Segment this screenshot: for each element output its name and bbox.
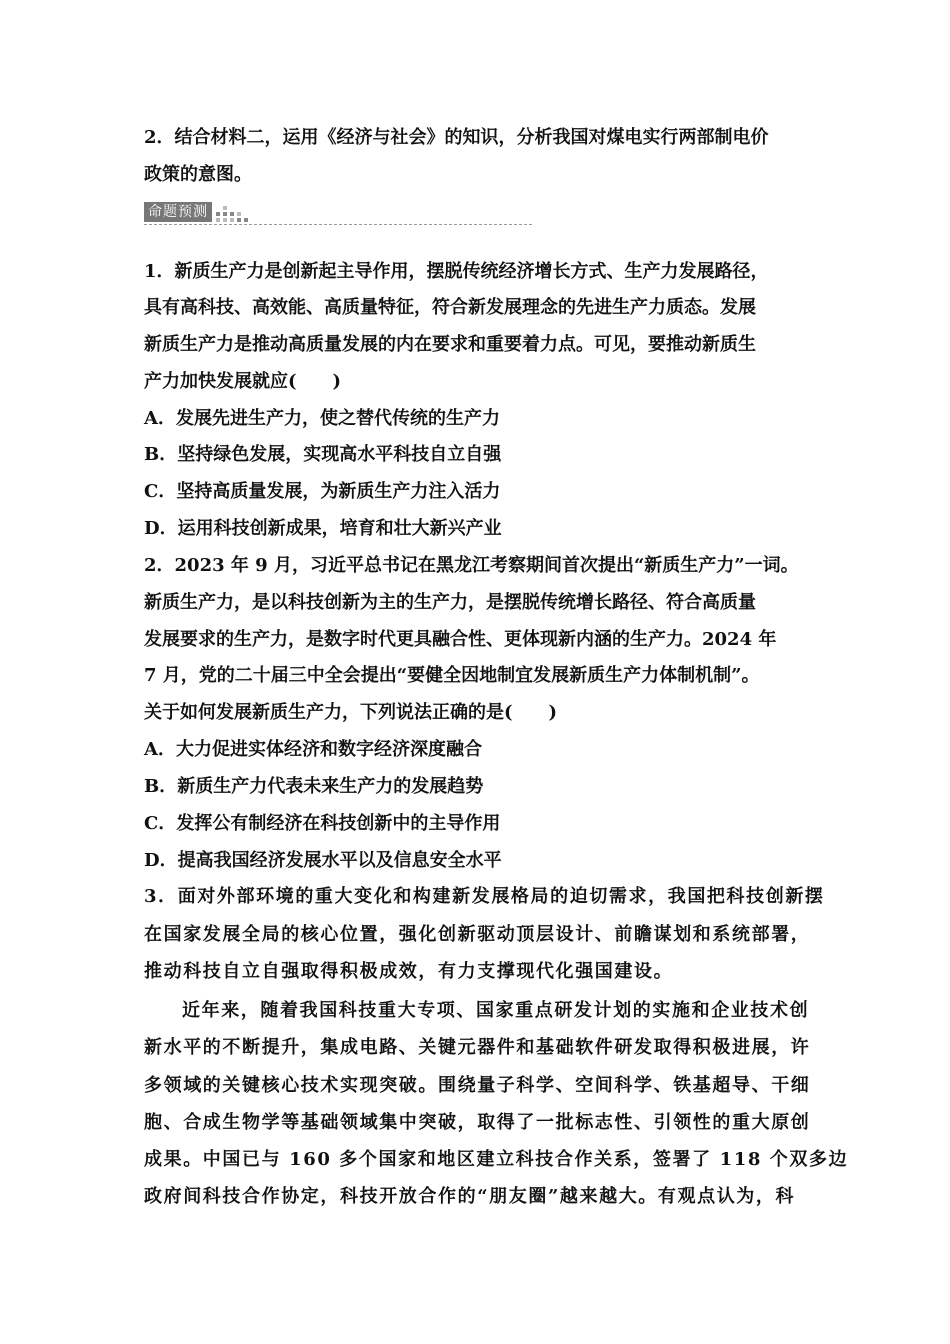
q2-stem-line: 关于如何发展新质生产力，下列说法正确的是( ): [144, 702, 558, 723]
q3-paragraph-line: 多领域的关键核心技术实现突破。围绕量子科学、空间科学、铁基超导、干细: [144, 1075, 811, 1096]
q3-paragraph-line: 近年来，随着我国科技重大专项、国家重点研发计划的实施和企业技术创: [182, 1000, 810, 1021]
q1-stem-line: 产力加快发展就应( ): [144, 371, 342, 392]
question-text-line: 2．结合材料二，运用《经济与社会》的知识，分析我国对煤电实行两部制电价: [144, 127, 769, 148]
section-divider: [144, 224, 532, 225]
q1-option-b: B．坚持绿色发展，实现高水平科技自立自强: [144, 444, 502, 465]
decorative-pattern-icon: [216, 202, 251, 222]
q3-stem-line: 在国家发展全局的核心位置，强化创新驱动顶层设计、前瞻谋划和系统部署，: [144, 924, 811, 945]
q1-option-a: A．发展先进生产力，使之替代传统的生产力: [144, 408, 500, 429]
section-header: [144, 202, 251, 222]
q2-option-d: D．提高我国经济发展水平以及信息安全水平: [144, 850, 502, 871]
q1-stem-line: 新质生产力是推动高质量发展的内在要求和重要着力点。可见，要推动新质生: [144, 334, 756, 355]
q3-paragraph-line: 新水平的不断提升，集成电路、关键元器件和基础软件研发取得积极进展，许: [144, 1037, 811, 1058]
q3-stem-line: 3．面对外部环境的重大变化和构建新发展格局的迫切需求，我国把科技创新摆: [144, 886, 825, 907]
question-text-line: 政策的意图。: [144, 164, 252, 185]
q2-option-b: B．新质生产力代表未来生产力的发展趋势: [144, 776, 484, 797]
q1-option-d: D．运用科技创新成果，培育和壮大新兴产业: [144, 518, 502, 539]
q2-stem-line: 7 月，党的二十届三中全会提出“要健全因地制宜发展新质生产力体制机制”。: [144, 665, 760, 686]
q2-stem-line: 2．2023 年 9 月，习近平总书记在黑龙江考察期间首次提出“新质生产力”一词。: [144, 555, 799, 576]
q2-option-c: C．发挥公有制经济在科技创新中的主导作用: [144, 813, 501, 834]
q3-stem-line: 推动科技自立自强取得积极成效，有力支撑现代化强国建设。: [144, 961, 674, 982]
q2-stem-line: 新质生产力，是以科技创新为主的生产力，是摆脱传统增长路径、符合高质量: [144, 592, 756, 613]
q1-stem-line: 1．新质生产力是创新起主导作用，摆脱传统经济增长方式、生产力发展路径，: [144, 261, 769, 282]
q3-paragraph-line: 成果。中国已与 160 多个国家和地区建立科技合作关系，签署了 118 个双多边: [144, 1149, 849, 1170]
q1-stem-line: 具有高科技、高效能、高质量特征，符合新发展理念的先进生产力质态。发展: [144, 297, 756, 318]
q2-option-a: A．大力促进实体经济和数字经济深度融合: [144, 739, 482, 760]
q3-paragraph-line: 胞、合成生物学等基础领域集中突破，取得了一批标志性、引领性的重大原创: [144, 1112, 811, 1133]
q2-stem-line: 发展要求的生产力，是数字时代更具融合性、更体现新内涵的生产力。2024 年: [144, 629, 777, 650]
q1-option-c: C．坚持高质量发展，为新质生产力注入活力: [144, 481, 501, 502]
section-label: 命题预测: [144, 202, 212, 222]
q3-paragraph-line: 政府间科技合作协定，科技开放合作的“朋友圈”越来越大。有观点认为，科: [144, 1186, 796, 1207]
